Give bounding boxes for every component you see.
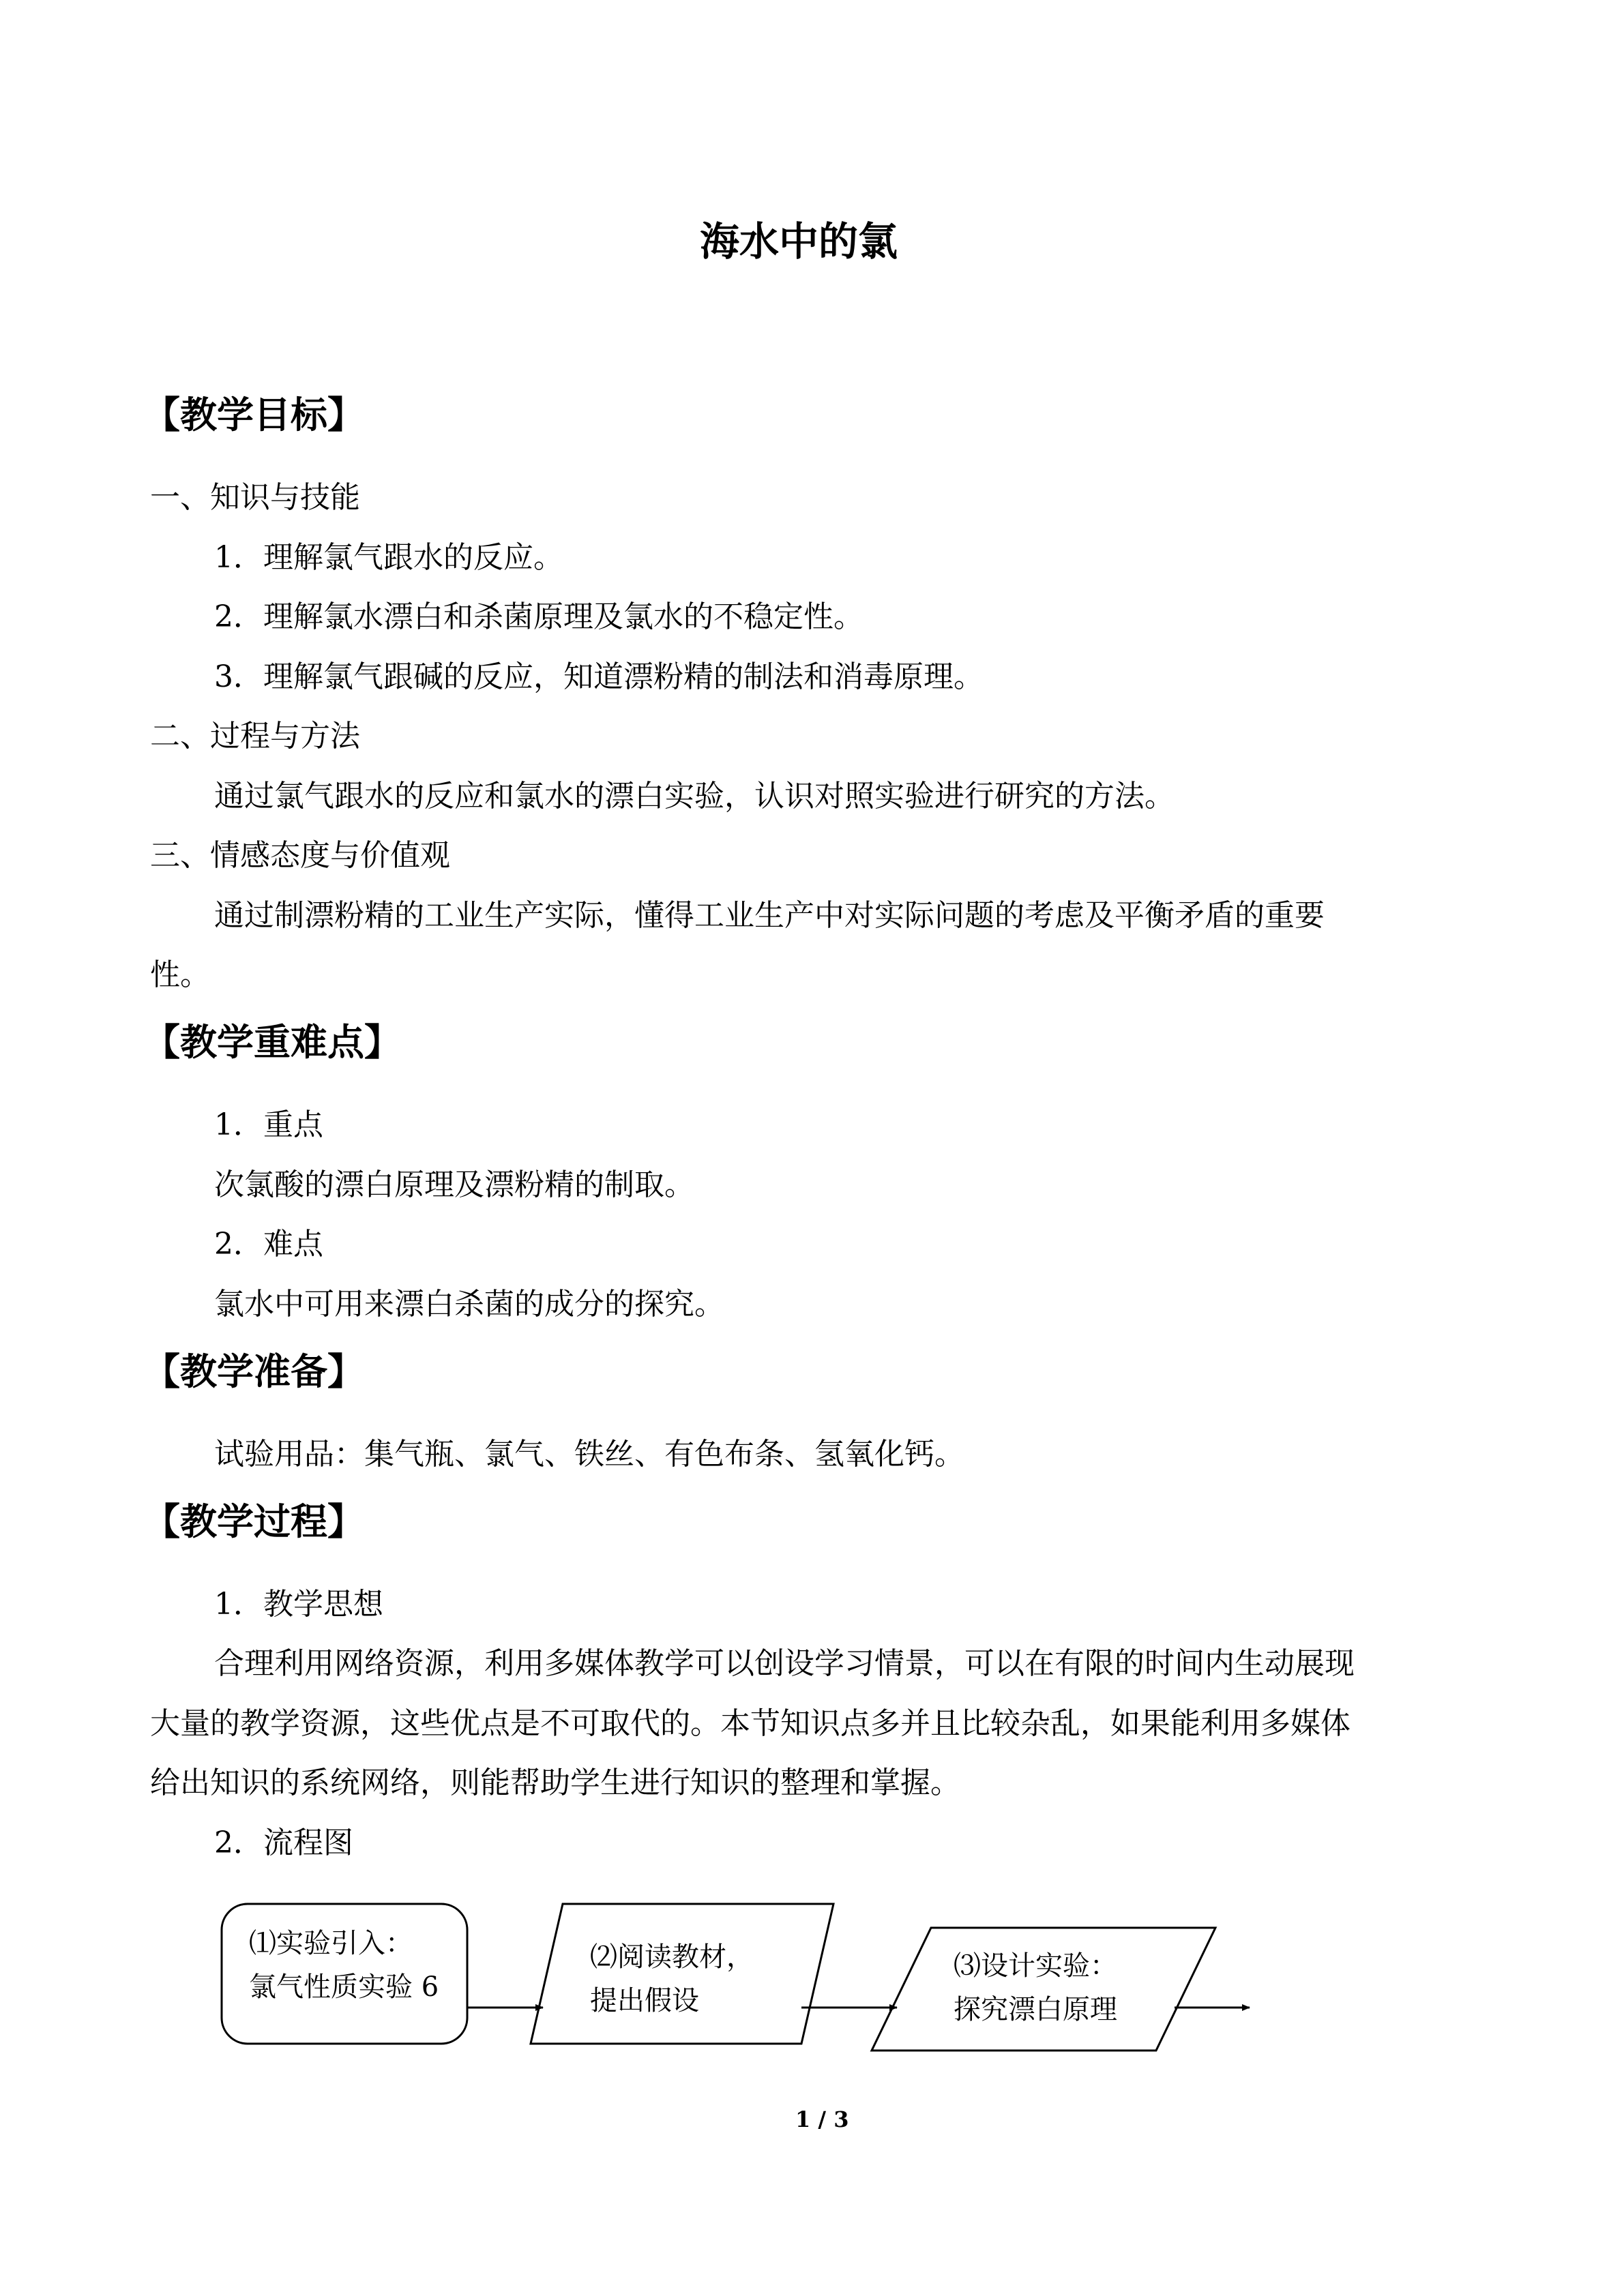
flowchart-step-2-line1: ⑵阅读教材， — [590, 1941, 754, 1973]
preparation-text: 试验用品：集气瓶、氯气、铁丝、有色布条、氢氧化钙。 — [214, 1437, 964, 1472]
paragraph-process: 通过氯气跟水的反应和氯水的漂白实验，认识对照实验进行研究的方法。 — [214, 779, 1175, 814]
key-point-label: 1．重点 — [214, 1107, 323, 1142]
list-item: 2．理解氯水漂白和杀菌原理及氯水的不稳定性。 — [214, 599, 863, 634]
key-point-text: 次氯酸的漂白原理及漂粉精的制取。 — [214, 1167, 694, 1202]
subheading-emotion: 三、情感态度与价值观 — [150, 838, 450, 873]
flowchart-step-3-text — [954, 1944, 1117, 2031]
teaching-idea-line2: 大量的教学资源，这些优点是不可取代的。本节知识点多并且比较杂乱，如果能利用多媒体 — [150, 1706, 1350, 1741]
difficulty-text: 氯水中可用来漂白杀菌的成分的探究。 — [214, 1287, 724, 1322]
section-heading-key-points: 【教学重难点】 — [143, 1021, 401, 1064]
section-heading-process: 【教学过程】 — [143, 1500, 364, 1543]
flowchart-step-1-line1: ⑴实验引入： — [249, 1928, 413, 1959]
teaching-idea-label: 1．教学思想 — [214, 1587, 383, 1622]
list-item: 1．理解氯气跟水的反应。 — [214, 540, 563, 575]
section-heading-objectives: 【教学目标】 — [143, 393, 364, 436]
paragraph-emotion-line1: 通过制漂粉精的工业生产实际，懂得工业生产中对实际问题的考虑及平衡矛盾的重要 — [214, 898, 1325, 933]
teaching-idea-line3: 给出知识的系统网络，则能帮助学生进行知识的整理和掌握。 — [150, 1765, 960, 1800]
flowchart-step-1-line2: 氯气性质实验 6 — [249, 1971, 439, 2003]
flowchart-step-2-line2: 提出假设 — [590, 1985, 699, 2016]
flowchart-step-3-line1: ⑶设计实验： — [954, 1950, 1117, 1982]
subheading-knowledge: 一、知识与技能 — [150, 480, 360, 515]
flowchart-step-1-text — [249, 1922, 439, 2009]
page-title: 海水中的氯 — [700, 218, 898, 265]
difficulty-label: 2．难点 — [214, 1227, 323, 1262]
flowchart-label: 2．流程图 — [214, 1825, 353, 1860]
flowchart-step-3-line2: 探究漂白原理 — [954, 1994, 1117, 2025]
section-heading-preparation: 【教学准备】 — [143, 1350, 364, 1393]
subheading-process: 二、过程与方法 — [150, 719, 360, 754]
paragraph-emotion-line2: 性。 — [150, 957, 210, 992]
teaching-idea-line1: 合理利用网络资源，利用多媒体教学可以创设学习情景，可以在有限的时间内生动展现 — [214, 1646, 1355, 1681]
list-item: 3．理解氯气跟碱的反应，知道漂粉精的制法和消毒原理。 — [214, 659, 984, 694]
page-number: 1 / 3 — [795, 2106, 849, 2132]
flowchart-step-2-text — [590, 1935, 754, 2023]
